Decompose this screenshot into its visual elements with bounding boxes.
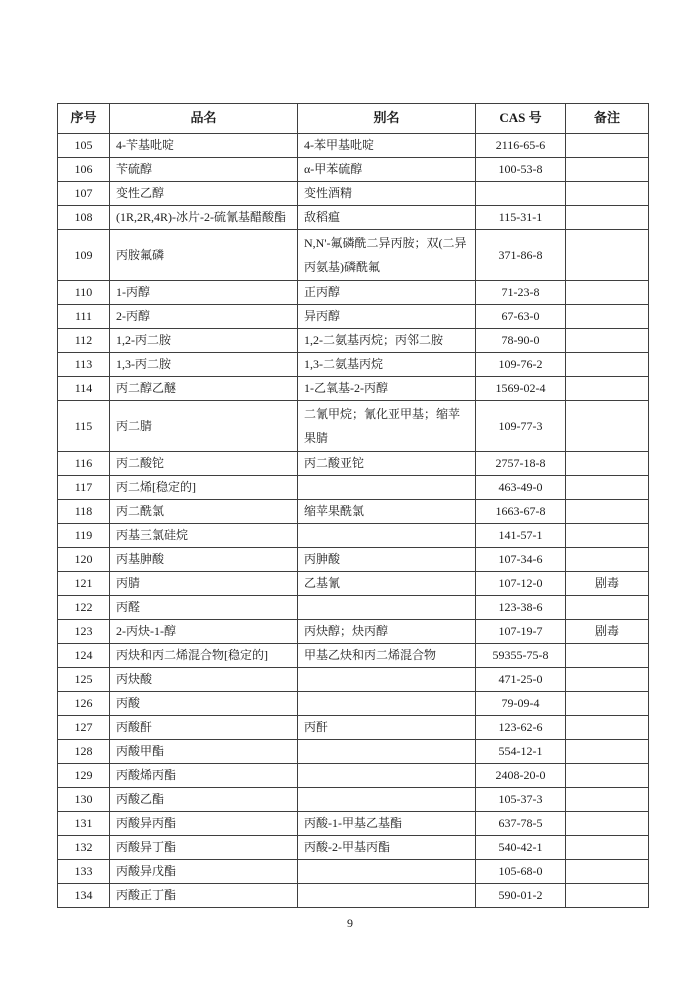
cas-number: 59355-75-8 xyxy=(476,644,566,668)
cas-number: 115-31-1 xyxy=(476,206,566,230)
remark xyxy=(566,716,649,740)
chemical-alias xyxy=(298,860,476,884)
table-row xyxy=(58,884,649,908)
chemical-name: 丙酸甲酯 xyxy=(110,740,298,764)
cas-number: 105-68-0 xyxy=(476,860,566,884)
chemical-alias: 甲基乙炔和丙二烯混合物 xyxy=(298,644,476,668)
table-row xyxy=(58,836,649,860)
chemical-name: 丙酸异丙酯 xyxy=(110,812,298,836)
table-row xyxy=(58,281,649,305)
chemical-alias: 1,3-二氨基丙烷 xyxy=(298,353,476,377)
remark xyxy=(566,158,649,182)
row-serial-number: 133 xyxy=(58,860,110,884)
table-row xyxy=(58,353,649,377)
cas-number: 590-01-2 xyxy=(476,884,566,908)
table-row xyxy=(58,524,649,548)
chemical-name: (1R,2R,4R)-冰片-2-硫氰基醋酸酯 xyxy=(110,206,298,230)
chemical-list-table xyxy=(57,103,649,908)
table-row xyxy=(58,158,649,182)
header-cas-number: CAS 号 xyxy=(476,104,566,134)
remark xyxy=(566,788,649,812)
cas-number: 105-37-3 xyxy=(476,788,566,812)
row-serial-number: 124 xyxy=(58,644,110,668)
cas-number: 123-38-6 xyxy=(476,596,566,620)
chemical-name: 丙酸酐 xyxy=(110,716,298,740)
cas-number xyxy=(476,182,566,206)
chemical-name: 丙酸异丁酯 xyxy=(110,836,298,860)
remark: 剧毒 xyxy=(566,572,649,596)
table-row xyxy=(58,860,649,884)
cas-number: 141-57-1 xyxy=(476,524,566,548)
table-header-row xyxy=(58,104,649,134)
chemical-alias: α-甲苯硫醇 xyxy=(298,158,476,182)
cas-number: 463-49-0 xyxy=(476,476,566,500)
chemical-alias: 1-乙氧基-2-丙醇 xyxy=(298,377,476,401)
table-row xyxy=(58,644,649,668)
remark xyxy=(566,524,649,548)
chemical-alias: 丙酸-2-甲基丙酯 xyxy=(298,836,476,860)
chemical-name: 丙酸异戊酯 xyxy=(110,860,298,884)
row-serial-number: 128 xyxy=(58,740,110,764)
header-alias: 别名 xyxy=(298,104,476,134)
remark xyxy=(566,401,649,452)
remark xyxy=(566,668,649,692)
chemical-name: 丙基胂酸 xyxy=(110,548,298,572)
row-serial-number: 110 xyxy=(58,281,110,305)
remark xyxy=(566,500,649,524)
row-serial-number: 129 xyxy=(58,764,110,788)
table-row xyxy=(58,620,649,644)
table-row xyxy=(58,329,649,353)
chemical-name: 丙胺氟磷 xyxy=(110,230,298,281)
table-row xyxy=(58,134,649,158)
table-header xyxy=(58,104,649,134)
table-row xyxy=(58,764,649,788)
remark xyxy=(566,644,649,668)
row-serial-number: 122 xyxy=(58,596,110,620)
chemical-name: 丙二酰氯 xyxy=(110,500,298,524)
cas-number: 2116-65-6 xyxy=(476,134,566,158)
remark xyxy=(566,596,649,620)
row-serial-number: 127 xyxy=(58,716,110,740)
table-row xyxy=(58,401,649,452)
cas-number: 71-23-8 xyxy=(476,281,566,305)
chemical-alias xyxy=(298,476,476,500)
row-serial-number: 105 xyxy=(58,134,110,158)
row-serial-number: 132 xyxy=(58,836,110,860)
table-row xyxy=(58,476,649,500)
table-row xyxy=(58,812,649,836)
table-row xyxy=(58,452,649,476)
chemical-name: 丙酸正丁酯 xyxy=(110,884,298,908)
chemical-name: 2-丙炔-1-醇 xyxy=(110,620,298,644)
table-row xyxy=(58,305,649,329)
cas-number: 107-34-6 xyxy=(476,548,566,572)
chemical-alias: 异丙醇 xyxy=(298,305,476,329)
cas-number: 554-12-1 xyxy=(476,740,566,764)
chemical-name: 丙腈 xyxy=(110,572,298,596)
cas-number: 107-12-0 xyxy=(476,572,566,596)
cas-number: 107-19-7 xyxy=(476,620,566,644)
cas-number: 109-76-2 xyxy=(476,353,566,377)
chemical-name: 1-丙醇 xyxy=(110,281,298,305)
chemical-alias xyxy=(298,740,476,764)
chemical-alias: 敌稻瘟 xyxy=(298,206,476,230)
chemical-name: 4-苄基吡啶 xyxy=(110,134,298,158)
remark xyxy=(566,548,649,572)
remark xyxy=(566,476,649,500)
remark xyxy=(566,836,649,860)
chemical-name: 丙醛 xyxy=(110,596,298,620)
cas-number: 540-42-1 xyxy=(476,836,566,860)
chemical-alias xyxy=(298,764,476,788)
row-serial-number: 120 xyxy=(58,548,110,572)
table-row xyxy=(58,548,649,572)
header-serial-number: 序号 xyxy=(58,104,110,134)
cas-number: 123-62-6 xyxy=(476,716,566,740)
remark xyxy=(566,860,649,884)
header-product-name: 品名 xyxy=(110,104,298,134)
header-remark: 备注 xyxy=(566,104,649,134)
table-row xyxy=(58,182,649,206)
chemical-alias xyxy=(298,884,476,908)
chemical-name: 丙二腈 xyxy=(110,401,298,452)
remark xyxy=(566,206,649,230)
chemical-alias: 丙炔醇；炔丙醇 xyxy=(298,620,476,644)
row-serial-number: 114 xyxy=(58,377,110,401)
page-number: 9 xyxy=(347,916,353,930)
chemical-alias xyxy=(298,788,476,812)
chemical-alias: 缩苹果酰氯 xyxy=(298,500,476,524)
chemical-name: 2-丙醇 xyxy=(110,305,298,329)
cas-number: 79-09-4 xyxy=(476,692,566,716)
row-serial-number: 118 xyxy=(58,500,110,524)
cas-number: 1663-67-8 xyxy=(476,500,566,524)
table-row xyxy=(58,668,649,692)
chemical-alias: 变性酒精 xyxy=(298,182,476,206)
row-serial-number: 106 xyxy=(58,158,110,182)
remark xyxy=(566,230,649,281)
cas-number: 637-78-5 xyxy=(476,812,566,836)
row-serial-number: 113 xyxy=(58,353,110,377)
remark: 剧毒 xyxy=(566,620,649,644)
table-row xyxy=(58,788,649,812)
table-row xyxy=(58,716,649,740)
remark xyxy=(566,452,649,476)
remark xyxy=(566,740,649,764)
chemical-alias: 丙二酸亚铊 xyxy=(298,452,476,476)
remark xyxy=(566,812,649,836)
row-serial-number: 112 xyxy=(58,329,110,353)
cas-number: 2757-18-8 xyxy=(476,452,566,476)
table-body xyxy=(58,134,649,908)
row-serial-number: 117 xyxy=(58,476,110,500)
cas-number: 2408-20-0 xyxy=(476,764,566,788)
table-row xyxy=(58,500,649,524)
chemical-name: 1,2-丙二胺 xyxy=(110,329,298,353)
table-row xyxy=(58,740,649,764)
chemical-alias: 正丙醇 xyxy=(298,281,476,305)
remark xyxy=(566,305,649,329)
remark xyxy=(566,281,649,305)
remark xyxy=(566,884,649,908)
chemical-alias xyxy=(298,596,476,620)
cas-number: 1569-02-4 xyxy=(476,377,566,401)
cas-number: 67-63-0 xyxy=(476,305,566,329)
chemical-name: 丙酸乙酯 xyxy=(110,788,298,812)
remark xyxy=(566,182,649,206)
chemical-alias: 二氰甲烷；氰化亚甲基；缩苹果腈 xyxy=(298,401,476,452)
chemical-alias xyxy=(298,524,476,548)
row-serial-number: 119 xyxy=(58,524,110,548)
chemical-name: 丙二烯[稳定的] xyxy=(110,476,298,500)
remark xyxy=(566,377,649,401)
chemical-name: 1,3-丙二胺 xyxy=(110,353,298,377)
remark xyxy=(566,134,649,158)
chemical-alias: 丙胂酸 xyxy=(298,548,476,572)
row-serial-number: 123 xyxy=(58,620,110,644)
row-serial-number: 115 xyxy=(58,401,110,452)
row-serial-number: 130 xyxy=(58,788,110,812)
table-row xyxy=(58,596,649,620)
table-row xyxy=(58,206,649,230)
chemical-name: 变性乙醇 xyxy=(110,182,298,206)
row-serial-number: 131 xyxy=(58,812,110,836)
chemical-name: 丙炔酸 xyxy=(110,668,298,692)
cas-number: 471-25-0 xyxy=(476,668,566,692)
row-serial-number: 107 xyxy=(58,182,110,206)
chemical-alias: 丙酐 xyxy=(298,716,476,740)
row-serial-number: 126 xyxy=(58,692,110,716)
chemical-name: 苄硫醇 xyxy=(110,158,298,182)
cas-number: 100-53-8 xyxy=(476,158,566,182)
cas-number: 78-90-0 xyxy=(476,329,566,353)
chemical-alias: 乙基氰 xyxy=(298,572,476,596)
table-row xyxy=(58,572,649,596)
row-serial-number: 116 xyxy=(58,452,110,476)
row-serial-number: 121 xyxy=(58,572,110,596)
chemical-name: 丙酸烯丙酯 xyxy=(110,764,298,788)
table-row xyxy=(58,230,649,281)
chemical-alias: 4-苯甲基吡啶 xyxy=(298,134,476,158)
chemical-alias: N,N'-氟磷酰二异丙胺；双(二异丙氨基)磷酰氟 xyxy=(298,230,476,281)
chemical-name: 丙基三氯硅烷 xyxy=(110,524,298,548)
remark xyxy=(566,353,649,377)
chemical-alias xyxy=(298,668,476,692)
row-serial-number: 111 xyxy=(58,305,110,329)
chemical-alias: 1,2-二氨基丙烷；丙邻二胺 xyxy=(298,329,476,353)
cas-number: 109-77-3 xyxy=(476,401,566,452)
row-serial-number: 125 xyxy=(58,668,110,692)
remark xyxy=(566,764,649,788)
remark xyxy=(566,692,649,716)
row-serial-number: 109 xyxy=(58,230,110,281)
row-serial-number: 108 xyxy=(58,206,110,230)
cas-number: 371-86-8 xyxy=(476,230,566,281)
chemical-alias: 丙酸-1-甲基乙基酯 xyxy=(298,812,476,836)
row-serial-number: 134 xyxy=(58,884,110,908)
remark xyxy=(566,329,649,353)
chemical-name: 丙酸 xyxy=(110,692,298,716)
chemical-name: 丙二醇乙醚 xyxy=(110,377,298,401)
table-row xyxy=(58,377,649,401)
chemical-name: 丙二酸铊 xyxy=(110,452,298,476)
chemical-alias xyxy=(298,692,476,716)
table-row xyxy=(58,692,649,716)
chemical-name: 丙炔和丙二烯混合物[稳定的] xyxy=(110,644,298,668)
